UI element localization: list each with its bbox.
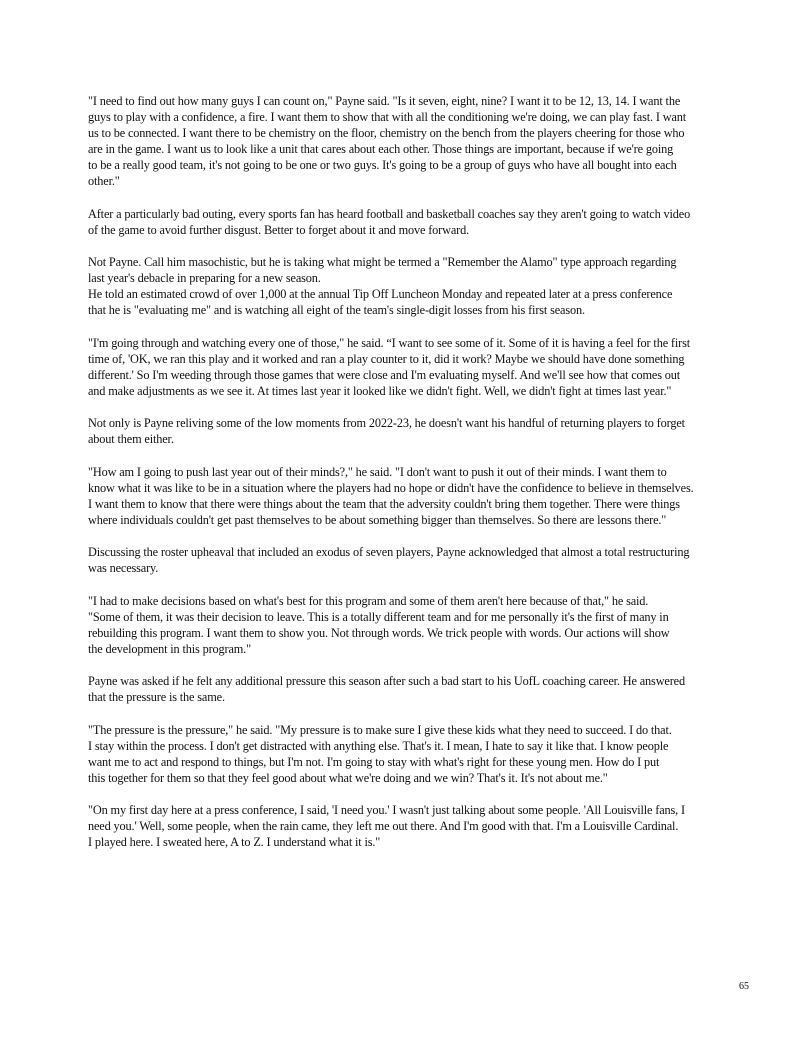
text-line: know what it was like to be in a situation where the players had no hope or didn't have the confidence to believe in themselves.: [88, 480, 694, 495]
paragraph-9: [88, 673, 768, 705]
paragraph-4: [88, 335, 768, 399]
text-line: are in the game. I want us to look like a unit that cares about each other. Those things are important, because if we're going: [88, 142, 674, 156]
text-line: the development in this program.": [88, 641, 251, 656]
text-line: of the game to avoid further disgust. Better to forget about it and move forward.: [88, 222, 470, 237]
article-body: [88, 93, 768, 867]
text-line: last year's debacle in preparing for a new season.: [88, 271, 321, 285]
text-line: where individuals couldn't get past themselves to be about something bigger than themselves. So there are lessons there.": [88, 512, 667, 527]
text-line: time of, 'OK, we ran this play and it worked and ran a play counter to it, did it work? Maybe we should have done something: [88, 351, 685, 366]
text-line: After a particularly bad outing, every sports fan has heard football and basketball coaches say they aren't going to watch video: [88, 206, 691, 221]
text-line: He told an estimated crowd of over 1,000 at the annual Tip Off Luncheon Monday and repeated later at a press conference: [88, 287, 673, 301]
text-line: that the pressure is the same.: [88, 690, 225, 704]
text-line: guys to play with a confidence, a fire. I want them to show that with all the conditioning we're doing, we can play fast. I want: [88, 110, 687, 124]
text-line: this together for them so that they feel good about what we're doing and we win? That's it. It's not about me.": [88, 770, 608, 785]
text-line: I played here. I sweated here, A to Z. I understand what it is.": [88, 835, 381, 849]
text-line: Not Payne. Call him masochistic, but he is taking what might be termed a "Remember the Alamo" type approach regarding: [88, 255, 677, 269]
text-line: Not only is Payne reliving some of the low moments from 2022-23, he doesn't want his handful of returning players to forget: [88, 416, 685, 430]
text-line: I want them to know that there were things about the team that the adversity couldn't bring them together. There were things: [88, 496, 680, 511]
text-line: I stay within the process. I don't get distracted with anything else. That's it. I mean, I hate to say it like that. I know people: [88, 738, 669, 753]
text-line: that he is "evaluating me" and is watching all eight of the team's single-digit losses from his first season.: [88, 303, 585, 317]
paragraph-6: [88, 464, 768, 528]
text-line: "I had to make decisions based on what's best for this program and some of them aren't here because of that," he said.: [88, 593, 649, 608]
paragraph-8: [88, 593, 768, 657]
text-line: and make adjustments as we see it. At times last year it looked like we didn't fight. Well, we didn't fight at times last year.": [88, 383, 672, 398]
paragraph-10: [88, 722, 768, 786]
paragraph-5: [88, 415, 768, 447]
text-line: need you.' Well, some people, when the rain came, they left me out there. And I'm good with that. I'm a Louisville Cardinal.: [88, 819, 679, 833]
paragraph-2: [88, 206, 768, 238]
text-line: us to be connected. I want there to be chemistry on the floor, chemistry on the bench from the players cheering for those who: [88, 126, 685, 140]
text-line: want me to act and respond to things, but I'm not. I'm going to stay with what's right for these young men. How do I put: [88, 754, 660, 769]
text-line: "The pressure is the pressure," he said. "My pressure is to make sure I give these kids what they need to succeed. I do that.: [88, 722, 672, 737]
page-number: 65: [739, 981, 749, 992]
text-line: "I'm going through and watching every one of those," he said. “I want to see some of it. Some of it is having a feel for the first: [88, 335, 690, 350]
text-line: "I need to find out how many guys I can count on," Payne said. "Is it seven, eight, nine? I want it to be 12, 13, 14. I want the: [88, 94, 681, 108]
paragraph-3: [88, 254, 768, 318]
paragraph-11: [88, 802, 768, 850]
text-line: Discussing the roster upheaval that included an exodus of seven players, Payne acknowledged that almost a total restructuring: [88, 545, 690, 559]
text-line: "Some of them, it was their decision to leave. This is a totally different team and for me personally it's the first of many in: [88, 609, 669, 624]
text-line: rebuilding this program. I want them to show you. Not through words. We trick people with words. Our actions will show: [88, 625, 670, 640]
text-line: "On my first day here at a press conference, I said, 'I need you.' I wasn't just talking about some people. 'All Louisville fans, I: [88, 803, 685, 817]
text-line: to be a really good team, it's not going to be one or two guys. It's going to be a group of guys who have all bought into each: [88, 158, 677, 172]
text-line: other.": [88, 174, 120, 188]
text-line: about them either.: [88, 432, 174, 446]
paragraph-7: [88, 544, 768, 576]
text-line: Payne was asked if he felt any additional pressure this season after such a bad start to his UofL coaching career. He answered: [88, 674, 685, 688]
text-line: was necessary.: [88, 561, 159, 575]
text-line: "How am I going to push last year out of their minds?," he said. "I don't want to push it out of their minds. I want them to: [88, 464, 667, 479]
text-line: different.' So I'm weeding through those games that were close and I'm evaluating myself. And we'll see how that comes out: [88, 367, 681, 382]
paragraph-1: [88, 93, 768, 189]
